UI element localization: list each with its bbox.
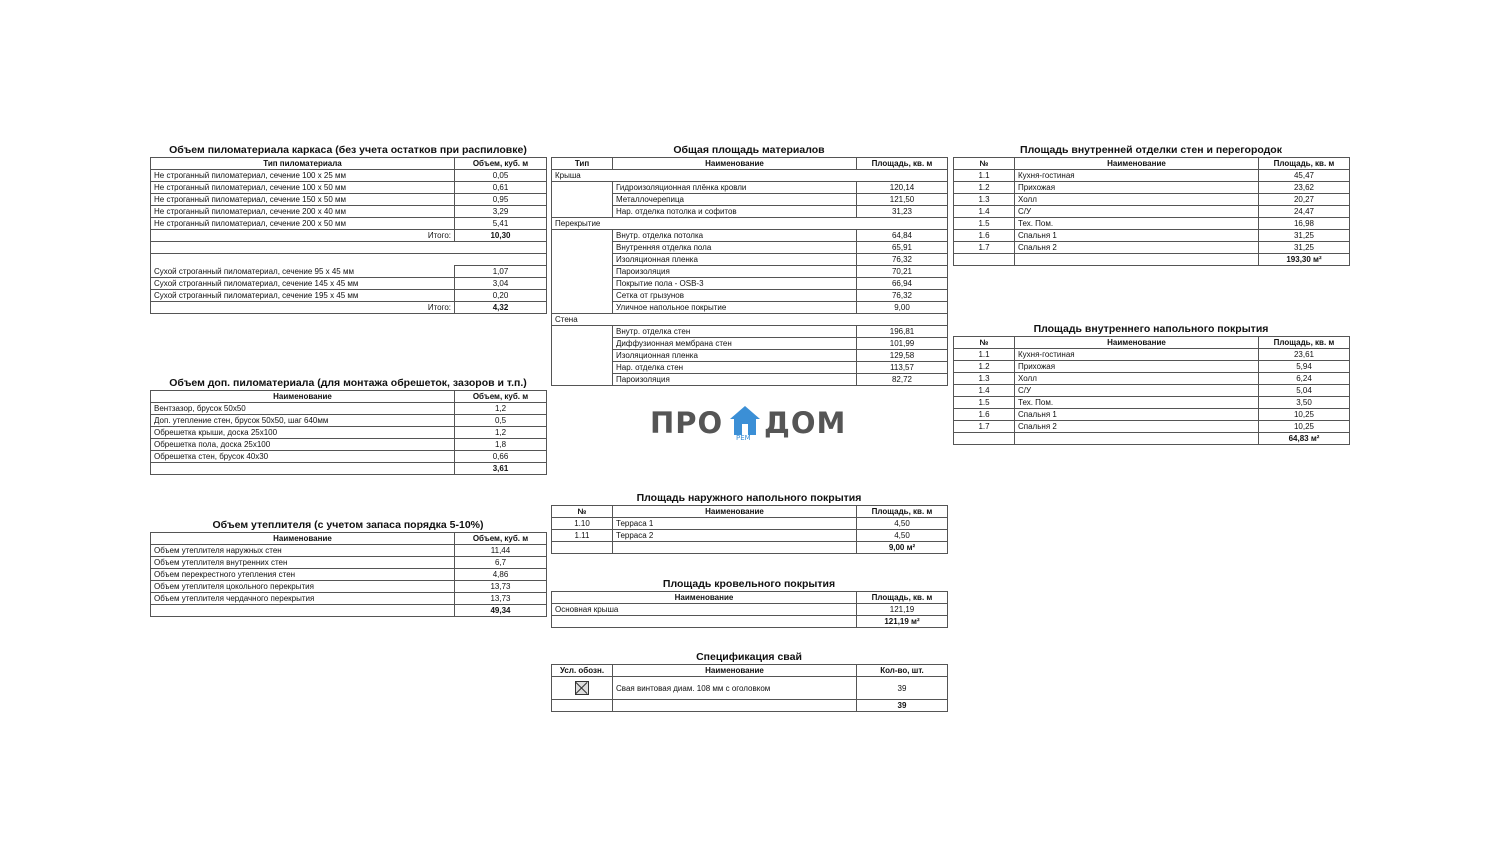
table-cell: 193,30 м² bbox=[1259, 254, 1350, 266]
table-cell: 1.2 bbox=[954, 182, 1015, 194]
table-cell: 1.4 bbox=[954, 385, 1015, 397]
table-row bbox=[552, 604, 948, 616]
col-header: Кол-во, шт. bbox=[857, 665, 948, 677]
col-header: Наименование bbox=[151, 533, 455, 545]
col-header: Наименование bbox=[552, 592, 857, 604]
table-row bbox=[954, 194, 1350, 206]
table-cell: Металлочерепица bbox=[613, 194, 857, 206]
table-cell: Холл bbox=[1015, 373, 1259, 385]
col-header: Наименование bbox=[151, 391, 455, 403]
table-cell: 3,61 bbox=[455, 463, 547, 475]
extra-lumber-title: Объем доп. пиломатериала (для монтажа обрешеток, зазоров и т.п.) bbox=[169, 377, 527, 389]
table-cell: 121,50 bbox=[857, 194, 948, 206]
table-cell: Нар. отделка потолка и софитов bbox=[613, 206, 857, 218]
table-cell: Стена bbox=[552, 314, 948, 326]
roofing-table-block bbox=[551, 577, 947, 628]
table-row bbox=[151, 266, 547, 278]
table-cell: Тех. Пом. bbox=[1015, 218, 1259, 230]
table-cell: Спальня 2 bbox=[1015, 242, 1259, 254]
table-cell: Спальня 1 bbox=[1015, 230, 1259, 242]
table-cell: Внутр. отделка потолка bbox=[613, 230, 857, 242]
table-cell: 3,29 bbox=[455, 206, 547, 218]
table-row bbox=[151, 194, 547, 206]
total-row bbox=[552, 616, 948, 628]
table-cell: Терраса 1 bbox=[613, 518, 857, 530]
table-cell: Основная крыша bbox=[552, 604, 857, 616]
table-cell: Не строганный пиломатериал, сечение 200 х 50 мм bbox=[151, 218, 455, 230]
table-cell: 3,04 bbox=[455, 278, 547, 290]
logo-subtext: РЕМ bbox=[736, 434, 751, 442]
table-cell: Диффузионная мембрана стен bbox=[613, 338, 857, 350]
table-cell: 4,50 bbox=[857, 530, 948, 542]
table-cell: 0,95 bbox=[455, 194, 547, 206]
table-cell: 1.1 bbox=[954, 349, 1015, 361]
table-row bbox=[552, 326, 948, 338]
table-cell: Обрешетка стен, брусок 40х30 bbox=[151, 451, 455, 463]
total-row bbox=[954, 254, 1350, 266]
table-cell: Обрешетка пола, доска 25х100 bbox=[151, 439, 455, 451]
table-cell: Прихожая bbox=[1015, 361, 1259, 373]
table-cell: 39 bbox=[857, 677, 948, 700]
table-cell: С/У bbox=[1015, 385, 1259, 397]
table-cell: 1.5 bbox=[954, 397, 1015, 409]
table-cell: 6,24 bbox=[1259, 373, 1350, 385]
col-header: Площадь, кв. м bbox=[857, 158, 948, 170]
table-cell: 1.2 bbox=[954, 361, 1015, 373]
indoor-floor-title: Площадь внутреннего напольного покрытия bbox=[1033, 323, 1269, 335]
table-row bbox=[552, 530, 948, 542]
table-row bbox=[954, 218, 1350, 230]
wall-finish-table-block bbox=[953, 143, 1349, 266]
col-header: Наименование bbox=[1015, 158, 1259, 170]
materials-area-table-block bbox=[551, 143, 947, 386]
table-row bbox=[151, 451, 547, 463]
table-cell: 4,32 bbox=[455, 302, 547, 314]
table-row bbox=[954, 397, 1350, 409]
table-cell: 1.4 bbox=[954, 206, 1015, 218]
table-cell: 5,04 bbox=[1259, 385, 1350, 397]
table-cell: 70,21 bbox=[857, 266, 948, 278]
table-cell: 121,19 bbox=[857, 604, 948, 616]
table-cell: Тех. Пом. bbox=[1015, 397, 1259, 409]
materials-area-title: Общая площадь материалов bbox=[673, 144, 825, 156]
table-cell: 9,00 м² bbox=[857, 542, 948, 554]
table-cell: 1.3 bbox=[954, 194, 1015, 206]
table-cell: Крыша bbox=[552, 170, 948, 182]
house-icon bbox=[728, 404, 762, 438]
table-cell: Объем утеплителя цокольного перекрытия bbox=[151, 581, 455, 593]
table-row bbox=[552, 677, 948, 700]
table-cell: 13,73 bbox=[455, 581, 547, 593]
table-cell: 16,98 bbox=[1259, 218, 1350, 230]
table-row bbox=[151, 182, 547, 194]
table-cell: 4,86 bbox=[455, 569, 547, 581]
total-row bbox=[954, 433, 1350, 445]
table-cell: 1,07 bbox=[455, 266, 547, 278]
table-cell: 10,25 bbox=[1259, 421, 1350, 433]
table-cell: Кухня-гостиная bbox=[1015, 170, 1259, 182]
table-row bbox=[954, 385, 1350, 397]
table-cell: 0,66 bbox=[455, 451, 547, 463]
roofing-title: Площадь кровельного покрытия bbox=[662, 578, 836, 590]
table-cell: Сухой строганный пиломатериал, сечение 95 х 45 мм bbox=[151, 266, 455, 278]
table-cell: Пароизоляция bbox=[613, 266, 857, 278]
total-row bbox=[552, 700, 948, 712]
table-row bbox=[151, 278, 547, 290]
table-cell: Доп. утепление стен, брусок 50х50, шаг 640мм bbox=[151, 415, 455, 427]
table-cell: 49,34 bbox=[455, 605, 547, 617]
table-cell: 101,99 bbox=[857, 338, 948, 350]
table-cell: Изоляционная пленка bbox=[613, 254, 857, 266]
table-row bbox=[151, 415, 547, 427]
outdoor-floor-title: Площадь наружного напольного покрытия bbox=[636, 492, 862, 504]
table-cell: 0,61 bbox=[455, 182, 547, 194]
table-row bbox=[954, 421, 1350, 433]
table-cell: Спальня 2 bbox=[1015, 421, 1259, 433]
table-cell: Гидроизоляционная плёнка кровли bbox=[613, 182, 857, 194]
table-cell: Покрытие пола - OSB-3 bbox=[613, 278, 857, 290]
table-cell: Изоляционная пленка bbox=[613, 350, 857, 362]
col-header: № bbox=[552, 506, 613, 518]
table-cell: Внутренняя отделка пола bbox=[613, 242, 857, 254]
table-cell: 9,00 bbox=[857, 302, 948, 314]
lumber-frame-table-block bbox=[150, 143, 546, 314]
table-cell: 31,25 bbox=[1259, 242, 1350, 254]
table-cell: Прихожая bbox=[1015, 182, 1259, 194]
table-cell: 1.1 bbox=[954, 170, 1015, 182]
table-row bbox=[151, 545, 547, 557]
table-cell: Не строганный пиломатериал, сечение 200 х 40 мм bbox=[151, 206, 455, 218]
table-row bbox=[552, 518, 948, 530]
table-cell: 121,19 м² bbox=[857, 616, 948, 628]
lumber-frame-title: Объем пиломатериала каркаса (без учета остатков при распиловке) bbox=[169, 144, 527, 156]
table-cell: 3,50 bbox=[1259, 397, 1350, 409]
total-row bbox=[151, 230, 547, 242]
table-row bbox=[954, 409, 1350, 421]
table-cell: 31,23 bbox=[857, 206, 948, 218]
table-cell: 10,30 bbox=[455, 230, 547, 242]
table-row bbox=[954, 361, 1350, 373]
table-cell: 5,94 bbox=[1259, 361, 1350, 373]
table-row bbox=[552, 182, 948, 194]
prodom-logo bbox=[650, 404, 850, 444]
col-header: № bbox=[954, 158, 1015, 170]
table-cell: 5,41 bbox=[455, 218, 547, 230]
table-cell: 24,47 bbox=[1259, 206, 1350, 218]
col-header: Тип bbox=[552, 158, 613, 170]
col-header: Усл. обозн. bbox=[552, 665, 613, 677]
table-cell: Терраса 2 bbox=[613, 530, 857, 542]
table-cell: 1.10 bbox=[552, 518, 613, 530]
table-row bbox=[954, 373, 1350, 385]
table-cell: 23,61 bbox=[1259, 349, 1350, 361]
table-cell: 39 bbox=[857, 700, 948, 712]
table-cell: 76,32 bbox=[857, 290, 948, 302]
table-cell: Холл bbox=[1015, 194, 1259, 206]
col-header: Объем, куб. м bbox=[455, 533, 547, 545]
table-row bbox=[151, 206, 547, 218]
table-row bbox=[151, 593, 547, 605]
table-cell: Итого: bbox=[151, 302, 455, 314]
col-header: Площадь, кв. м bbox=[1259, 158, 1350, 170]
materials-area-table bbox=[551, 157, 948, 386]
table-cell: С/У bbox=[1015, 206, 1259, 218]
table-row bbox=[151, 427, 547, 439]
col-header: Площадь, кв. м bbox=[857, 506, 948, 518]
table-cell: Объем перекрестного утепления стен bbox=[151, 569, 455, 581]
table-row bbox=[954, 206, 1350, 218]
table-cell: 129,58 bbox=[857, 350, 948, 362]
table-row bbox=[954, 230, 1350, 242]
roofing-table bbox=[551, 591, 948, 628]
logo-text-right: ДОМ bbox=[764, 406, 847, 440]
table-cell: 1,2 bbox=[455, 427, 547, 439]
table-cell: 65,91 bbox=[857, 242, 948, 254]
table-cell: 1,8 bbox=[455, 439, 547, 451]
indoor-floor-table bbox=[953, 336, 1350, 445]
pile-symbol-icon bbox=[575, 681, 589, 695]
table-row bbox=[954, 349, 1350, 361]
table-row bbox=[552, 230, 948, 242]
table-cell: Спальня 1 bbox=[1015, 409, 1259, 421]
group-row bbox=[552, 170, 948, 182]
piles-table bbox=[551, 664, 948, 712]
table-cell: Объем утеплителя наружных стен bbox=[151, 545, 455, 557]
col-header: Наименование bbox=[613, 665, 857, 677]
table-cell: Свая винтовая диам. 108 мм с оголовком bbox=[613, 677, 857, 700]
table-cell: 0,05 bbox=[455, 170, 547, 182]
col-header: Наименование bbox=[613, 158, 857, 170]
table-cell: 1,2 bbox=[455, 403, 547, 415]
col-header: Площадь, кв. м bbox=[857, 592, 948, 604]
table-cell: 4,50 bbox=[857, 518, 948, 530]
table-cell: 11,44 bbox=[455, 545, 547, 557]
indoor-floor-table-block bbox=[953, 322, 1349, 445]
table-cell: Не строганный пиломатериал, сечение 100 х 50 мм bbox=[151, 182, 455, 194]
table-cell: 0,5 bbox=[455, 415, 547, 427]
table-row bbox=[151, 290, 547, 302]
table-cell: 1.6 bbox=[954, 409, 1015, 421]
table-row bbox=[151, 170, 547, 182]
table-cell: Сухой строганный пиломатериал, сечение 145 х 45 мм bbox=[151, 278, 455, 290]
table-cell: 1.5 bbox=[954, 218, 1015, 230]
table-cell: 13,73 bbox=[455, 593, 547, 605]
table-cell: 1.7 bbox=[954, 242, 1015, 254]
table-cell: Итого: bbox=[151, 230, 455, 242]
table-cell: 1.7 bbox=[954, 421, 1015, 433]
col-header: Тип пиломатериала bbox=[151, 158, 455, 170]
table-cell: 0,20 bbox=[455, 290, 547, 302]
table-cell: Объем утеплителя чердачного перекрытия bbox=[151, 593, 455, 605]
total-row bbox=[552, 542, 948, 554]
extra-lumber-table-block bbox=[150, 376, 546, 475]
col-header: Объем, куб. м bbox=[455, 391, 547, 403]
table-cell: Уличное напольное покрытие bbox=[613, 302, 857, 314]
table-row bbox=[151, 581, 547, 593]
table-cell: 23,62 bbox=[1259, 182, 1350, 194]
table-cell: 20,27 bbox=[1259, 194, 1350, 206]
wall-finish-title: Площадь внутренней отделки стен и перегородок bbox=[1020, 144, 1282, 156]
insulation-table bbox=[150, 532, 547, 617]
total-row bbox=[151, 463, 547, 475]
table-cell: 66,94 bbox=[857, 278, 948, 290]
table-cell: 45,47 bbox=[1259, 170, 1350, 182]
insulation-table-block bbox=[150, 518, 546, 617]
outdoor-floor-table-block bbox=[551, 491, 947, 554]
col-header: Объем, куб. м bbox=[455, 158, 547, 170]
wall-finish-table bbox=[953, 157, 1350, 266]
extra-lumber-table bbox=[150, 390, 547, 475]
piles-table-block bbox=[551, 650, 947, 712]
table-row bbox=[151, 403, 547, 415]
col-header: Наименование bbox=[1015, 337, 1259, 349]
table-cell: 10,25 bbox=[1259, 409, 1350, 421]
table-cell: Пароизоляция bbox=[613, 374, 857, 386]
table-row bbox=[954, 170, 1350, 182]
col-header: Наименование bbox=[613, 506, 857, 518]
table-cell: Не строганный пиломатериал, сечение 150 х 50 мм bbox=[151, 194, 455, 206]
table-cell: Сетка от грызунов bbox=[613, 290, 857, 302]
group-row bbox=[552, 314, 948, 326]
table-cell: Не строганный пиломатериал, сечение 100 х 25 мм bbox=[151, 170, 455, 182]
table-row bbox=[954, 182, 1350, 194]
insulation-title: Объем утеплителя (с учетом запаса порядка 5-10%) bbox=[212, 519, 484, 531]
lumber-frame-table bbox=[150, 157, 547, 314]
total-row bbox=[151, 605, 547, 617]
table-cell: 1.6 bbox=[954, 230, 1015, 242]
table-cell: Вентзазор, брусок 50х50 bbox=[151, 403, 455, 415]
table-cell: 113,57 bbox=[857, 362, 948, 374]
col-header: Площадь, кв. м bbox=[1259, 337, 1350, 349]
table-row bbox=[151, 569, 547, 581]
table-cell: Сухой строганный пиломатериал, сечение 195 х 45 мм bbox=[151, 290, 455, 302]
table-cell: 1.11 bbox=[552, 530, 613, 542]
table-row bbox=[151, 557, 547, 569]
table-cell: 31,25 bbox=[1259, 230, 1350, 242]
table-row bbox=[151, 218, 547, 230]
group-row bbox=[552, 218, 948, 230]
col-header: № bbox=[954, 337, 1015, 349]
table-cell: Нар. отделка стен bbox=[613, 362, 857, 374]
table-cell: Обрешетка крыши, доска 25х100 bbox=[151, 427, 455, 439]
logo-text-left: ПРО bbox=[650, 406, 724, 440]
table-cell: Объем утеплителя внутренних стен bbox=[151, 557, 455, 569]
table-row bbox=[954, 242, 1350, 254]
table-cell: Кухня-гостиная bbox=[1015, 349, 1259, 361]
table-cell: 1.3 bbox=[954, 373, 1015, 385]
table-cell: 64,83 м² bbox=[1259, 433, 1350, 445]
piles-title: Спецификация свай bbox=[696, 651, 802, 663]
table-cell: Перекрытие bbox=[552, 218, 948, 230]
outdoor-floor-table bbox=[551, 505, 948, 554]
table-row bbox=[151, 439, 547, 451]
table-cell: 120,14 bbox=[857, 182, 948, 194]
table-cell: 64,84 bbox=[857, 230, 948, 242]
table-cell: Внутр. отделка стен bbox=[613, 326, 857, 338]
table-cell: 82,72 bbox=[857, 374, 948, 386]
table-cell: 76,32 bbox=[857, 254, 948, 266]
table-cell: 6,7 bbox=[455, 557, 547, 569]
table-cell: 196,81 bbox=[857, 326, 948, 338]
total-row bbox=[151, 302, 547, 314]
